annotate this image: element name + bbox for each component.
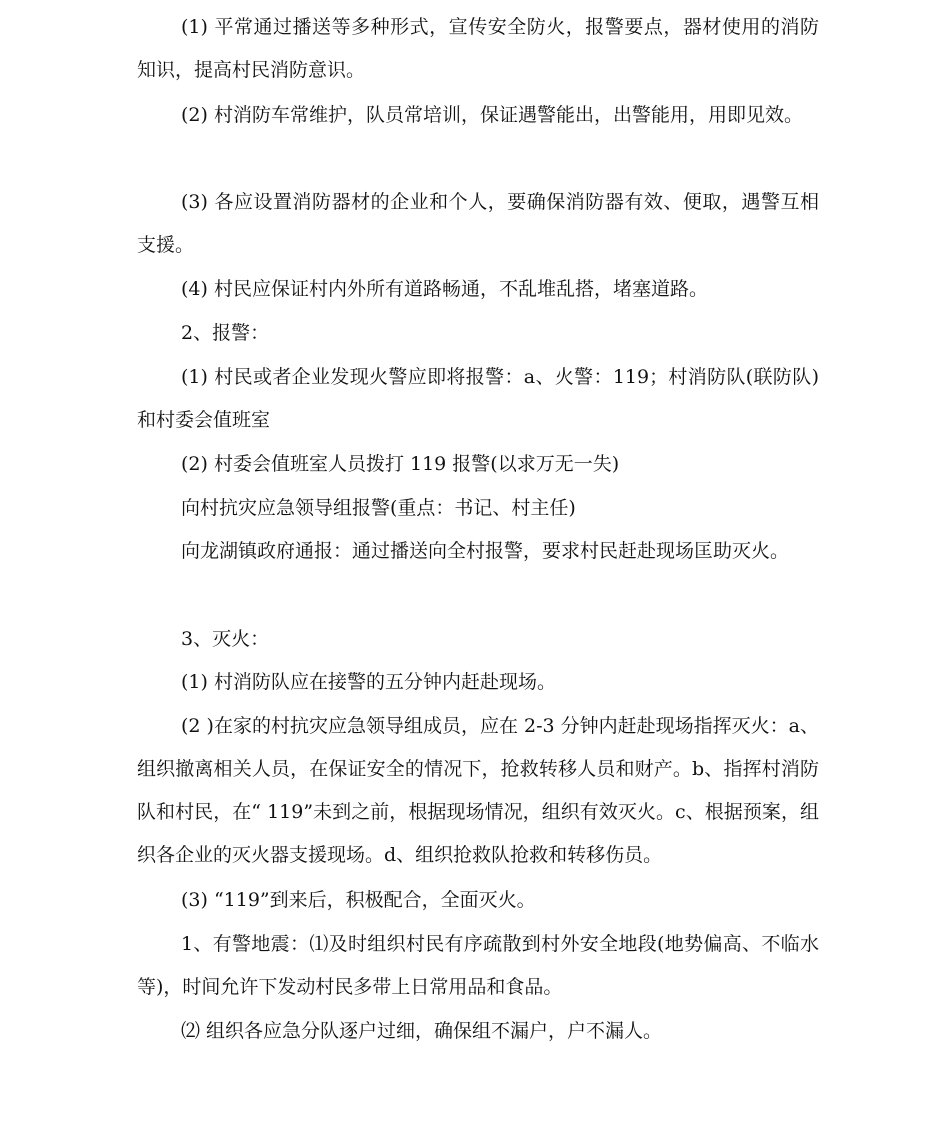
paragraph-12: 1、有警地震：⑴及时组织村民有序疏散到村外安全地段(地势偏高、不临水等)，时间允许下发动村民多带上日常用品和食品。 [137,933,819,998]
paragraph-13: ⑵ 组织各应急分队逐户过细，确保组不漏户，户不漏人。 [181,1020,663,1042]
paragraph-3: (3) 各应设置消防器材的企业和个人，要确保消防器有效、便取，遇警互相支援。 [137,191,819,256]
paragraph-6: (2) 村委会值班室人员拨打 119 报警(以求万无一失) [181,453,620,475]
paragraph-8: 向龙湖镇政府通报：通过播送向全村报警，要求村民赶赴现场匡助灭火。 [181,540,790,562]
paragraph-10: (2 )在家的村抗灾应急领导组成员，应在 2-3 分钟内赶赴现场指挥灭火：a、组织撤离相关人员，在保证安全的情况下，抢救转移人员和财产。b、指挥村消防队和村民，在“ 119”未到之前，根据现场情况，组织有效灭火。c、根据预案，组织各企业的灭火器支援现场。d、组织抢救队抢救和转移伤员。 [137,715,819,866]
paragraph-7: 向村抗灾应急领导组报警(重点：书记、村主任) [181,497,576,519]
paragraph-1: (1) 平常通过播送等多种形式，宣传安全防火，报警要点，器材使用的消防知识，提高村民消防意识。 [137,16,819,81]
paragraph-2: (2) 村消防车常维护，队员常培训，保证遇警能出，出警能用，用即见效。 [181,104,803,126]
section-heading-extinguish: 3、灭火： [181,628,270,650]
paragraph-11: (3) “119”到来后，积极配合，全面灭火。 [181,889,536,911]
section-heading-report: 2、报警： [181,322,270,344]
paragraph-9: (1) 村消防队应在接警的五分钟内赶赴现场。 [181,671,556,693]
paragraph-5: (1) 村民或者企业发现火警应即将报警：a、火警：119；村消防队(联防队)和村委会值班室 [137,366,819,431]
paragraph-4: (4) 村民应保证村内外所有道路畅通，不乱堆乱搭，堵塞道路。 [181,278,708,300]
